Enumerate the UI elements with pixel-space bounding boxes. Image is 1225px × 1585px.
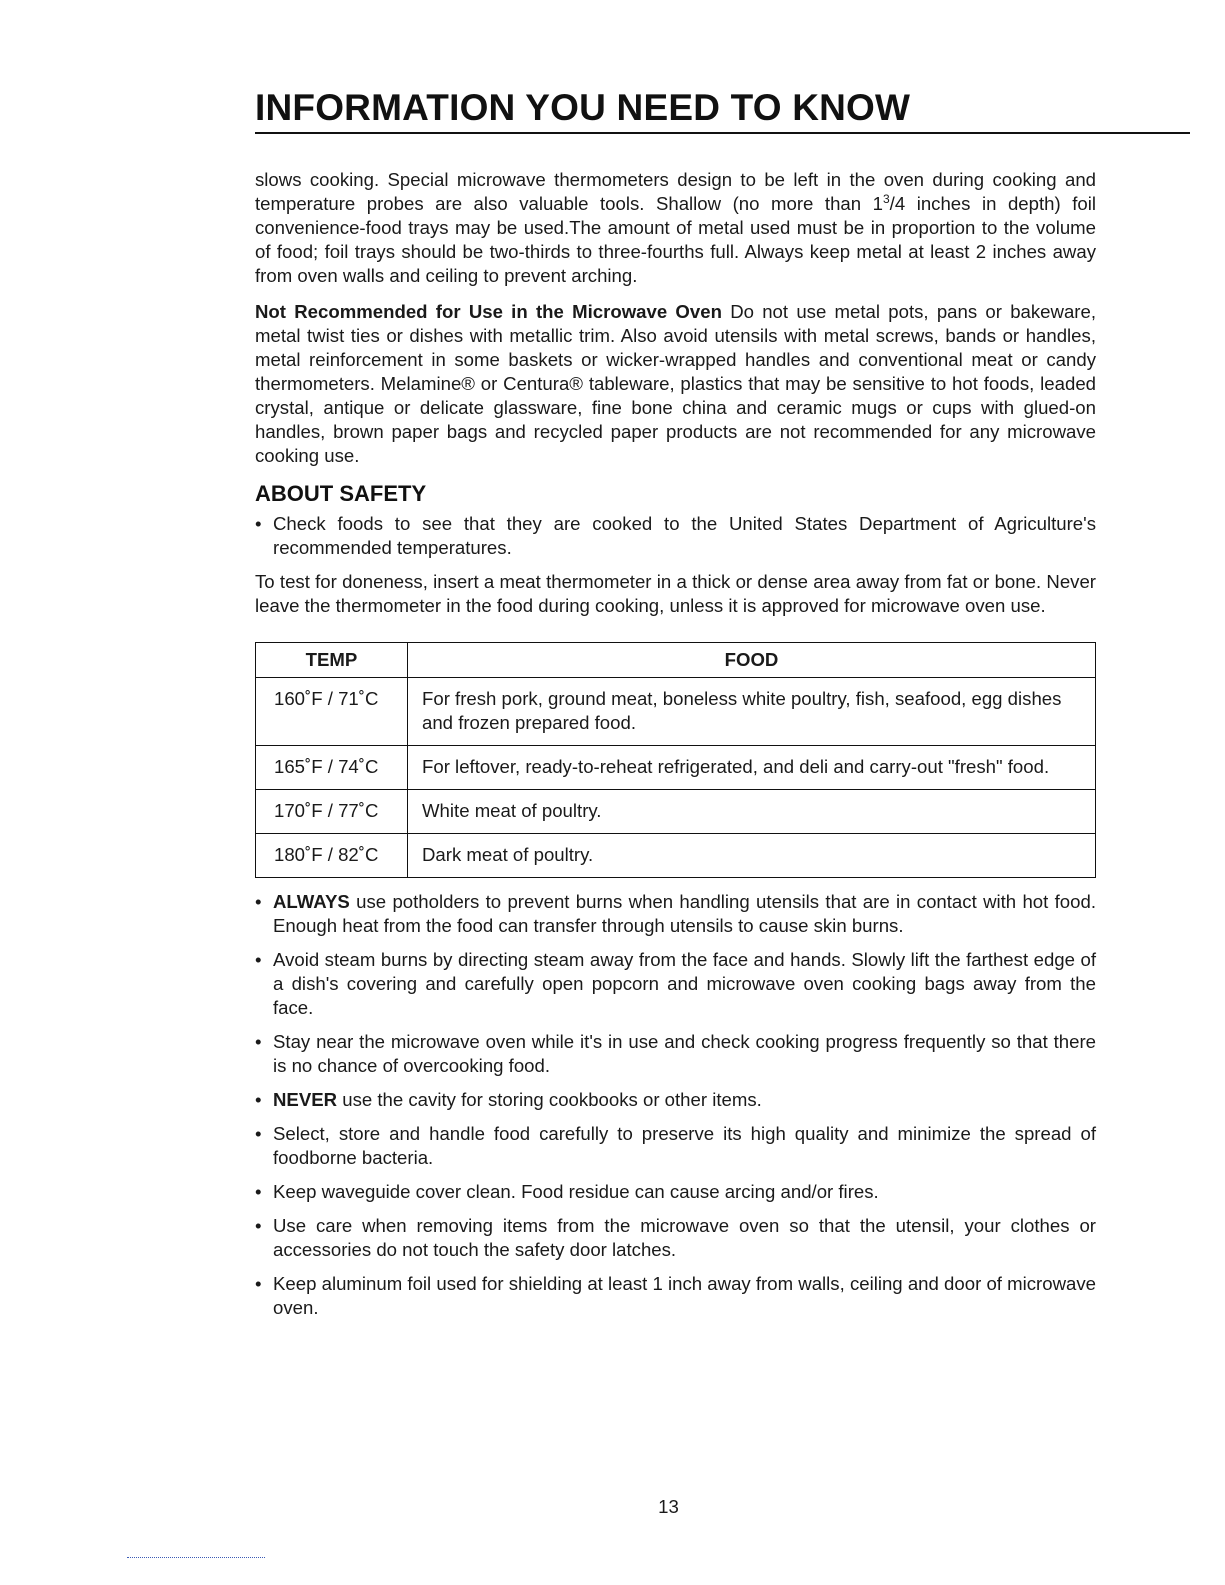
bullet-check-foods: • Check foods to see that they are cooked to the United States Department of Agriculture's recommended temperatures. <box>255 513 1096 558</box>
table-row <box>256 834 1096 878</box>
bullet-steam: • Avoid steam burns by directing steam away from the face and hands. Slowly lift the farthest edge of a dish's covering and carefully open popcorn and microwave oven cooking bags away from the face. <box>255 949 1096 1018</box>
bullet-never: • NEVER use the cavity for storing cookbooks or other items. <box>255 1089 762 1110</box>
temperature-table <box>255 642 1096 878</box>
temp-cell: 165˚F / 74˚C <box>256 746 408 790</box>
bullet-marker: • <box>255 513 262 534</box>
bullet-always: • ALWAYS use potholders to prevent burns when handling utensils that are in contact with hot food. Enough heat from the food can transfer through utensils to cause skin burns. <box>255 891 1096 936</box>
not-recommended-heading: Not Recommended for Use in the Microwave Oven <box>255 301 722 322</box>
bullet-marker: • <box>255 949 262 970</box>
temp-cell: 170˚F / 77˚C <box>256 790 408 834</box>
about-safety-heading: ABOUT SAFETY <box>255 481 427 506</box>
bullet-use-care: • Use care when removing items from the microwave oven so that the utensil, your clothes or accessories do not touch the safety door latches. <box>255 1215 1096 1260</box>
not-recommended-paragraph: Not Recommended for Use in the Microwave Oven Do not use metal pots, pans or bakeware, metal twist ties or dishes with metallic trim. Also avoid utensils with metal screws, bands or handles, metal reinforcement in some baskets or wicker-wrapped handles and conventional meat or candy thermometers. Melamine® or Centura® tableware, plastics that may be sensitive to hot foods, leaded crystal, antique or delicate glassware, fine bone china and ceramic mugs or cups with glued-on handles, brown paper bags and recycled paper products are not recommended for any microwave cooking use. <box>255 301 1096 466</box>
food-cell: For fresh pork, ground meat, boneless white poultry, fish, seafood, egg dishes and frozen prepared food. <box>408 678 1096 746</box>
bullet-select-store: • Select, store and handle food carefully to preserve its high quality and minimize the spread of foodborne bacteria. <box>255 1123 1096 1168</box>
temp-cell: 160˚F / 71˚C <box>256 678 408 746</box>
temp-cell: 180˚F / 82˚C <box>256 834 408 878</box>
bullet-marker: • <box>255 1181 262 1202</box>
bullet-marker: • <box>255 1273 262 1294</box>
bullet-marker: • <box>255 891 262 912</box>
page-title: INFORMATION YOU NEED TO KNOW <box>255 87 911 128</box>
bullet-marker: • <box>255 1089 262 1110</box>
table-row <box>256 678 1096 746</box>
footer-rule <box>127 1557 265 1558</box>
intro-paragraph: slows cooking. Special microwave thermometers design to be left in the oven during cooking and temperature probes are also valuable tools. Shallow (no more than $1^3/4$ inches in depth) foil convenience-food trays may be used.The amount of metal used must be in proportion to the volume of food; foil trays should be two-thirds to three-fourths full. Always keep metal at least 2 inches away from oven walls and ceiling to prevent arching. <box>255 169 1096 286</box>
bullet-marker: • <box>255 1215 262 1236</box>
food-cell: Dark meat of poultry. <box>408 834 1096 878</box>
table-row <box>256 746 1096 790</box>
column-header-temp: TEMP <box>256 643 408 678</box>
food-cell: For leftover, ready-to-reheat refrigerated, and deli and carry-out "fresh" food. <box>408 746 1096 790</box>
bullet-stay-near: • Stay near the microwave oven while it's in use and check cooking progress frequently so that there is no chance of overcooking food. <box>255 1031 1096 1076</box>
page-number: 13 <box>658 1496 679 1517</box>
page-header <box>255 86 1190 134</box>
table-row <box>256 790 1096 834</box>
bullet-aluminum-foil: • Keep aluminum foil used for shielding at least 1 inch away from walls, ceiling and door of microwave oven. <box>255 1273 1096 1318</box>
page-content <box>255 168 1096 1330</box>
bullet-marker: • <box>255 1123 262 1144</box>
bullet-waveguide: • Keep waveguide cover clean. Food residue can cause arcing and/or fires. <box>255 1181 879 1202</box>
food-cell: White meat of poultry. <box>408 790 1096 834</box>
column-header-food: FOOD <box>408 643 1096 678</box>
bullet-marker: • <box>255 1031 262 1052</box>
table-header-row <box>256 643 1096 678</box>
doneness-paragraph: To test for doneness, insert a meat thermometer in a thick or dense area away from fat or bone. Never leave the thermometer in the food during cooking, unless it is approved for microwave oven use. <box>255 571 1096 616</box>
